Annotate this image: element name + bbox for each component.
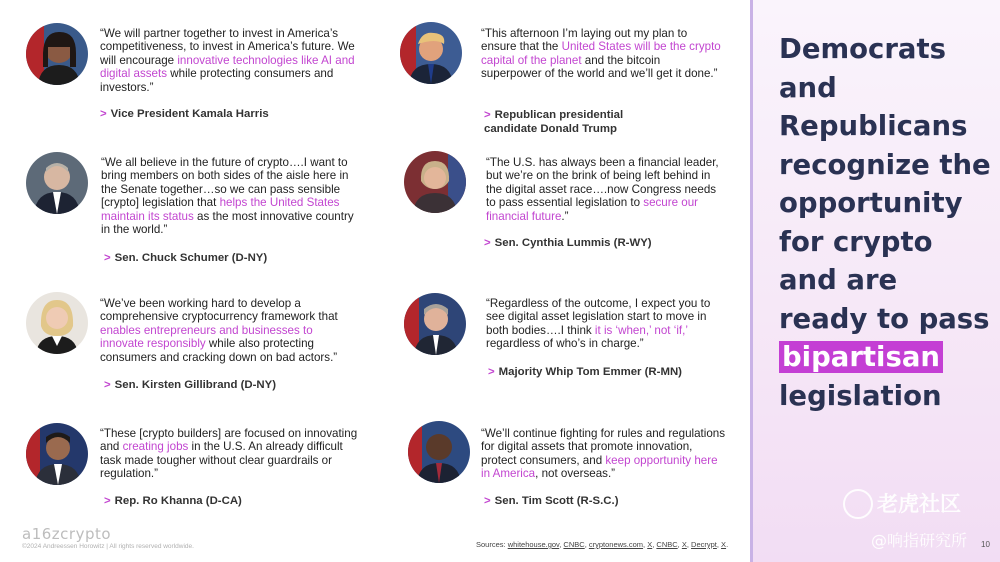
chevron-right-icon: > [484,237,491,249]
attribution-name: Sen. Chuck Schumer (D-NY) [114,252,268,264]
quote-text-part: “The U.S. has always been a financial leader, but we’re on the brink of being left behind in the digital asset race….now Congress needs to pass essential legislation to [486,156,719,210]
attribution [484,108,644,136]
attribution-name: Sen. Tim Scott (R-S.C.) [494,495,619,507]
headline-highlight: bipartisan [779,341,943,373]
attribution [104,378,354,392]
quote-highlight: keep opportunity here in America [481,453,718,481]
quote-text [486,297,716,351]
quote-text [100,27,355,94]
quote-text-part: “These [crypto builders] are focused on innovating and [100,427,358,454]
attribution [488,365,738,379]
quote-text-part: .” [561,209,569,223]
quote-highlight: secure our financial future [486,196,699,223]
source-link[interactable]: CNBC [656,540,678,549]
avatar-emmer [404,293,466,355]
page-number: 10 [981,540,990,549]
quote-text-part: while protecting consumers and investors.” [100,67,334,94]
sources: Sources: whitehouse.gov, CNBC, cryptonews.com, X, CNBC, X, Decrypt, X. [476,540,729,549]
avatar-lummis [404,151,466,213]
headline-text: legislation [779,379,942,412]
portrait-icon [404,293,466,355]
quote-highlight: enables entrepreneurs and businesses to innovate responsibly [100,323,313,351]
quote-text-part: “We’ll continue fighting for rules and regulations for digital assets that promote innovation, protect consumers, and [481,427,726,467]
chevron-right-icon: > [488,366,495,378]
portrait-icon [408,421,470,483]
sources-label: Sources: [476,540,508,549]
attribution [484,236,734,250]
quote-text-part: “Regardless of the outcome, I expect you to see digital asset legislation start to move in both bodies….I think [486,297,711,337]
chevron-right-icon: > [104,379,111,391]
attribution-name: Majority Whip Tom Emmer (R-MN) [498,366,682,378]
headline [779,30,994,415]
quote-text-part: , not overseas.” [535,467,616,481]
quote-text [100,297,355,364]
quote-text-part: while also protecting consumers and cracking down on bad actors.” [100,337,338,364]
quote-highlight: United States will be the crypto capital of the planet [481,40,721,67]
attribution-name: Republican presidential candidate Donald Trump [484,109,624,135]
quote-text-part: “This afternoon I’m laying out my plan to ensure that the [481,27,688,54]
source-link[interactable]: CNBC [563,540,585,549]
avatar-gillibrand [26,292,88,354]
avatar-harris [26,23,88,85]
attribution [484,494,734,508]
attribution [104,494,354,508]
quote-text-part: and the bitcoin superpower of the world and we’ll get it done.” [481,53,718,81]
source-link[interactable]: X [681,540,687,549]
quote-text-part: “We will partner together to invest in America’s competitiveness, to invest in America’s future. We will encourage [100,27,355,67]
attribution [104,251,354,265]
quote-text-part: regardless of who’s in charge.” [486,337,644,351]
attribution [100,107,350,121]
attribution-name: Vice President Kamala Harris [110,108,269,120]
a16z-logo: a16zcrypto [22,525,112,543]
avatar-trump [400,22,462,84]
attribution-name: Sen. Cynthia Lummis (R-WY) [494,237,652,249]
chevron-right-icon: > [484,495,491,507]
attribution-name: Rep. Ro Khanna (D-CA) [114,495,242,507]
quote-text [481,427,726,481]
portrait-icon [26,423,88,485]
quote-highlight: innovative technologies like AI and digital assets [100,53,355,81]
quote-text [101,156,361,236]
chevron-right-icon: > [484,109,491,121]
portrait-icon [400,22,462,84]
quote-text [100,427,360,481]
avatar-scott [408,421,470,483]
watermark-primary [877,488,961,518]
copyright: ©2024 Andreessen Horowitz | All rights reserved worldwide. [22,543,194,550]
quote-text-part: “We all believe in the future of crypto….I want to bring members on both sides of the aisle here in the Senate together…so we can pass sensible [crypto] legislation that [101,156,349,210]
source-link[interactable]: cryptonews.com [588,540,644,549]
quote-highlight: creating jobs [122,440,189,454]
portrait-icon [26,292,88,354]
watermark-secondary: @响指研究所 [871,531,968,550]
quote-text-part: in the U.S. An already difficult task made tougher without clear guardrails or regulation.” [100,440,343,481]
quote-text [486,156,721,223]
chevron-right-icon: > [104,252,111,264]
attribution-name: Sen. Kirsten Gillibrand (D-NY) [114,379,277,391]
watermark-text: 老虎社区 [877,492,961,516]
headline-text: Democrats and Republicans recognize the opportunity for crypto and are ready to pass [779,33,991,335]
source-link[interactable]: X [647,540,653,549]
source-link[interactable]: whitehouse.gov [507,540,560,549]
portrait-icon [404,151,466,213]
source-link[interactable]: X [721,540,727,549]
chevron-right-icon: > [104,495,111,507]
quote-text-part: as the most innovative country in the world.” [101,209,354,237]
tiger-community-logo-icon [843,489,873,519]
avatar-khanna [26,423,88,485]
portrait-icon [26,23,88,85]
headline-panel [753,0,1000,562]
source-link[interactable]: Decrypt [691,540,717,549]
quote-highlight: it is ‘when,’ not ‘if,’ [594,323,688,337]
quote-highlight: helps the United States maintain its status [101,196,340,223]
portrait-icon [26,152,88,214]
chevron-right-icon: > [100,108,107,120]
quote-text-part: “We’ve been working hard to develop a comprehensive cryptocurrency framework that [100,297,338,324]
avatar-schumer [26,152,88,214]
quote-text [481,27,721,81]
